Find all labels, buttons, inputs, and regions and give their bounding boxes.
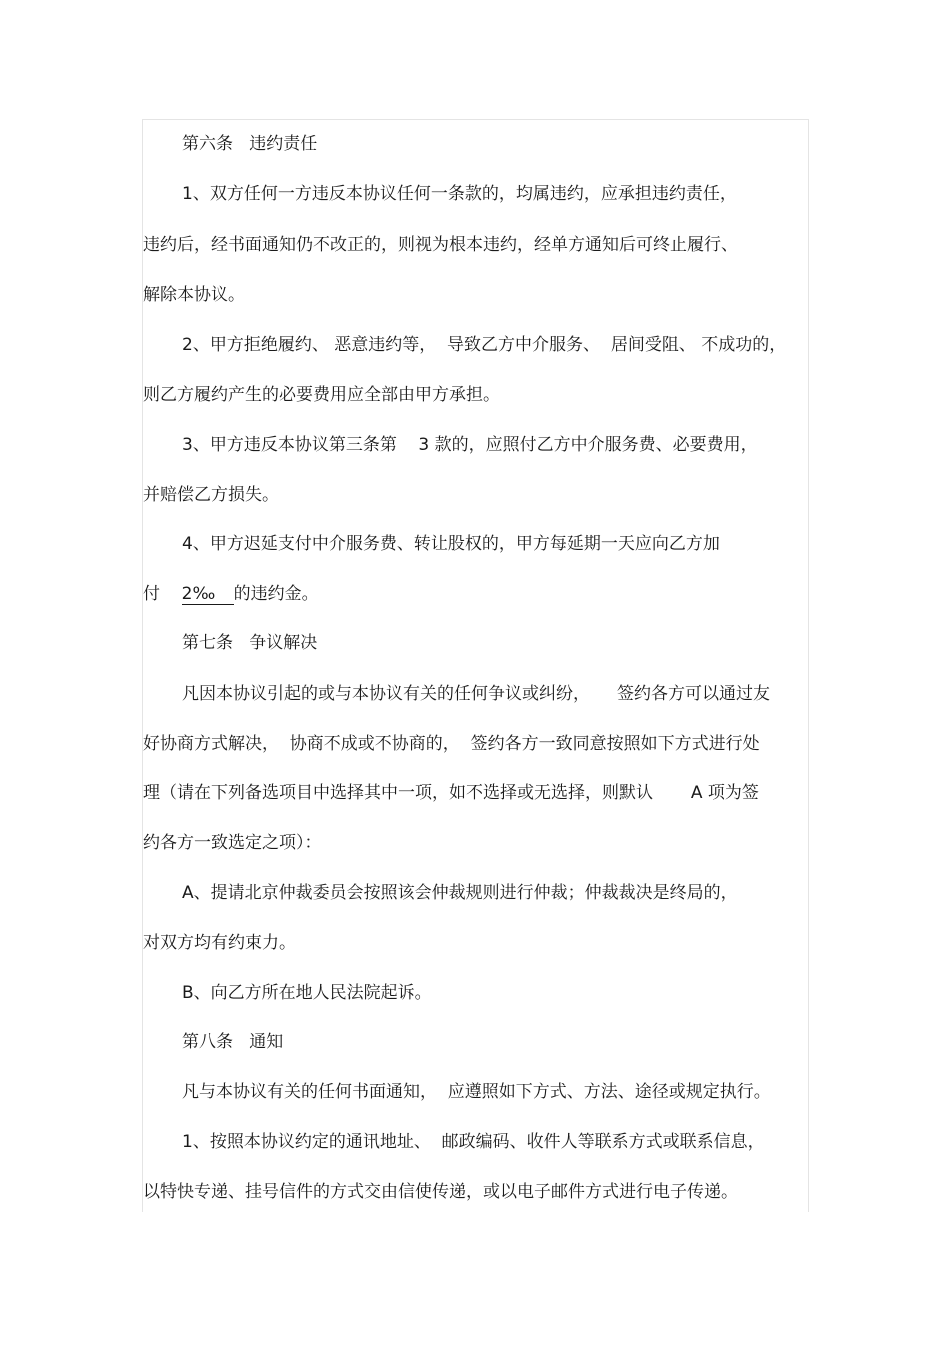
paragraph-line: 凡与本协议有关的任何书面通知， 应遵照如下方式、方法、途径或规定执行。 bbox=[182, 1082, 771, 1102]
paragraph-line: 并赔偿乙方损失。 bbox=[143, 485, 279, 505]
paragraph-line: 则乙方履约产生的必要费用应全部由甲方承担。 bbox=[143, 385, 500, 405]
paragraph-line: 约各方一致选定之项）： bbox=[143, 833, 322, 853]
paragraph-line: 2、甲方拒绝履约、 恶意违约等， 导致乙方中介服务、 居间受阻、 不成功的， bbox=[182, 335, 787, 355]
paragraph-line: 好协商方式解决， 协商不成或不协商的， 签约各方一致同意按照如下方式进行处 bbox=[143, 734, 760, 754]
paragraph-line: 3、甲方违反本协议第三条第 3 款的，应照付乙方中介服务费、必要费用， bbox=[182, 435, 758, 455]
option-a-line: A、提请北京仲裁委员会按照该会仲裁规则进行仲裁；仲裁裁决是终局的， bbox=[182, 883, 738, 903]
paragraph-line: 1、按照本协议约定的通讯地址、 邮政编码、收件人等联系方式或联系信息， bbox=[182, 1132, 765, 1152]
paragraph-line: 解除本协议。 bbox=[143, 285, 245, 305]
paragraph-line: 凡因本协议引起的或与本协议有关的任何争议或纠纷， 签约各方可以通过友 bbox=[182, 684, 771, 704]
penalty-rate-blank: 2‰ bbox=[182, 584, 234, 605]
paragraph-line: 1、双方任何一方违反本协议任何一条款的，均属违约，应承担违约责任， bbox=[182, 184, 737, 204]
article-8-heading: 第八条 通知 bbox=[182, 1032, 284, 1052]
article-7-heading: 第七条 争议解决 bbox=[182, 633, 318, 653]
option-b-line: B、向乙方所在地人民法院起诉。 bbox=[182, 983, 432, 1003]
paragraph-line: 对双方均有约束力。 bbox=[143, 933, 296, 953]
paragraph-line: 违约后，经书面通知仍不改正的，则视为根本违约，经单方通知后可终止履行、 bbox=[143, 235, 738, 255]
paragraph-line: 理（请在下列备选项目中选择其中一项，如不选择或无选择，则默认 A 项为签 bbox=[143, 783, 759, 803]
paragraph-line: 以特快专递、挂号信件的方式交由信使传递，或以电子邮件方式进行电子传递。 bbox=[143, 1182, 738, 1202]
text-fragment: 付 bbox=[143, 584, 160, 604]
penalty-line bbox=[143, 583, 805, 605]
article-6-heading: 第六条 违约责任 bbox=[182, 134, 318, 154]
text-fragment: 的违约金。 bbox=[233, 584, 319, 604]
paragraph-line: 4、甲方迟延支付中介服务费、转让股权的，甲方每延期一天应向乙方加 bbox=[182, 534, 720, 554]
